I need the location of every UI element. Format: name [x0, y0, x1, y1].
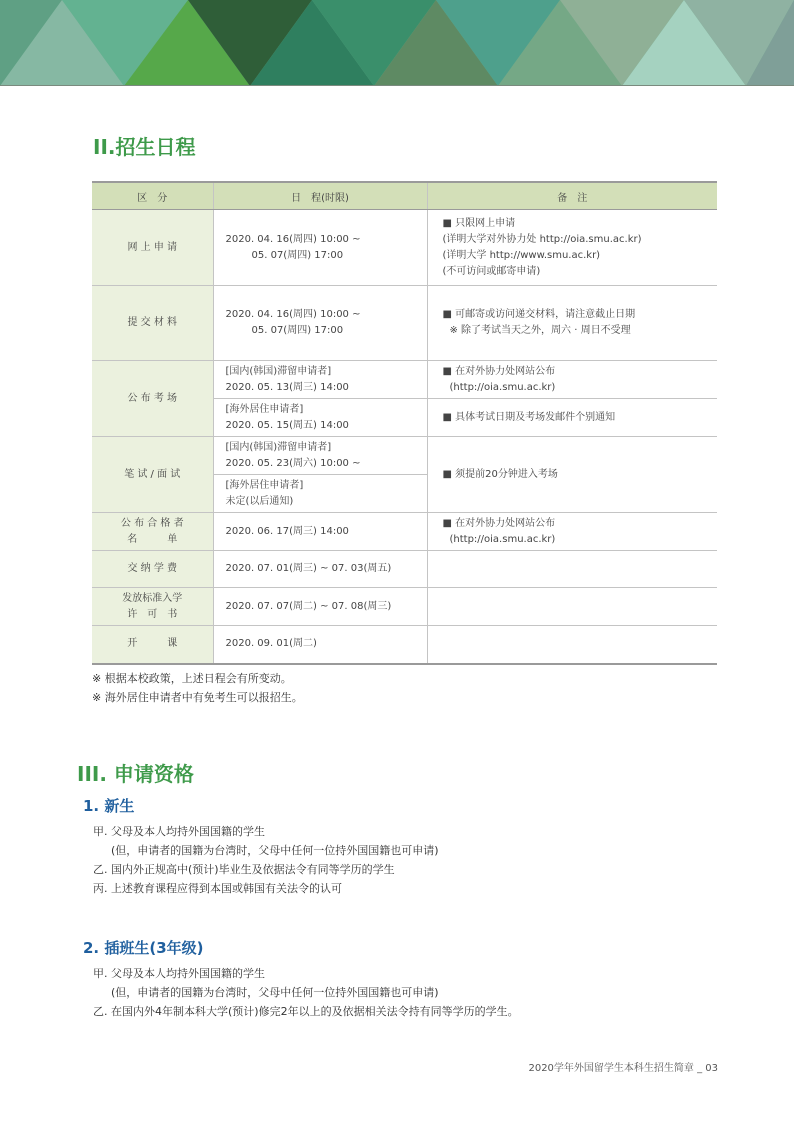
table-row — [92, 437, 717, 475]
transfer-requirements — [93, 964, 519, 1021]
freshman-requirements — [93, 822, 439, 898]
row-notes — [427, 626, 717, 664]
row-date: 2020. 07. 07(周二) ~ 07. 08(周三) — [213, 588, 427, 626]
row-notes: ■ 在对外协力处网站公布 (http://oia.smu.ac.kr) — [427, 513, 717, 551]
table-row — [92, 210, 717, 286]
banner-divider — [0, 85, 794, 86]
row-notes: ■ 只限网上申请 (详明大学对外协力处 http://oia.smu.ac.kr) (详明大学 http://www.smu.ac.kr) (不可访问或邮寄申请) — [427, 210, 717, 286]
row-category: 发放标准入学 许 可 书 — [92, 588, 213, 626]
row-category: 交 纳 学 费 — [92, 551, 213, 588]
page-footer: 2020学年外国留学生本科生招生简章 _ 03 — [528, 1063, 718, 1074]
list-item: 乙. 在国内外4年制本科大学(预计)修完2年以上的及依据相关法令持有同等学历的学生。 — [93, 1005, 519, 1018]
header-schedule: 日 程(时限) — [213, 182, 427, 210]
header-banner — [0, 0, 794, 86]
row-notes: ■ 在对外协力处网站公布 (http://oia.smu.ac.kr) — [427, 361, 717, 399]
schedule-table — [92, 181, 717, 665]
list-item: 丙. 上述教育课程应得到本国或韩国有关法令的认可 — [93, 882, 342, 895]
table-row — [92, 513, 717, 551]
row-category: 开 课 — [92, 626, 213, 664]
row-date: [国内(韩国)滞留申请者] 2020. 05. 13(周三) 14:00 — [213, 361, 427, 399]
section-eligibility-title: III. 申请资格 — [77, 762, 194, 786]
row-category: 提 交 材 料 — [92, 286, 213, 361]
table-row — [92, 588, 717, 626]
list-item: 甲. 父母及本人均持外国国籍的学生 — [93, 825, 265, 838]
row-notes: ■ 须提前20分钟进入考场 — [427, 437, 717, 513]
table-row — [92, 361, 717, 399]
transfer-title: 2. 插班生(3年级) — [83, 939, 204, 957]
table-row — [92, 551, 717, 588]
row-date: 2020. 04. 16(周四) 10:00 ~ 05. 07(周四) 17:00 — [213, 286, 427, 361]
freshman-title: 1. 新生 — [83, 797, 135, 815]
table-row — [92, 286, 717, 361]
section-schedule-title: II.招生日程 — [93, 135, 196, 159]
row-date: [国内(韩国)滞留申请者] 2020. 05. 23(周六) 10:00 ~ — [213, 437, 427, 475]
row-notes: ■ 可邮寄或访问递交材料，请注意截止日期 ※ 除了考试当天之外，周六 · 周日不受理 — [427, 286, 717, 361]
table-row — [92, 626, 717, 664]
row-date: [海外居住申请者] 2020. 05. 15(周五) 14:00 — [213, 399, 427, 437]
row-category: 笔 试 / 面 试 — [92, 437, 213, 513]
schedule-footnotes — [92, 669, 303, 707]
row-category: 公 布 考 场 — [92, 361, 213, 437]
row-category: 网 上 申 请 — [92, 210, 213, 286]
row-date: 2020. 04. 16(周四) 10:00 ~ 05. 07(周四) 17:00 — [213, 210, 427, 286]
header-category: 区 分 — [92, 182, 213, 210]
row-notes: ■ 具体考试日期及考场发邮件个别通知 — [427, 399, 717, 437]
row-category: 公 布 合 格 者 名 单 — [92, 513, 213, 551]
list-item: (但，申请者的国籍为台湾时，父母中任何一位持外国国籍也可申请) — [111, 986, 439, 999]
row-date: 2020. 07. 01(周三) ~ 07. 03(周五) — [213, 551, 427, 588]
footnote: ※ 根据本校政策，上述日程会有所变动。 — [92, 672, 292, 685]
list-item: (但，申请者的国籍为台湾时，父母中任何一位持外国国籍也可申请) — [111, 844, 439, 857]
row-notes — [427, 551, 717, 588]
footnote: ※ 海外居住申请者中有免考生可以报招生。 — [92, 691, 303, 704]
row-date: [海外居住申请者] 未定(以后通知) — [213, 475, 427, 513]
row-notes — [427, 588, 717, 626]
triangle-pattern-graphic — [0, 0, 794, 86]
row-date: 2020. 06. 17(周三) 14:00 — [213, 513, 427, 551]
row-date: 2020. 09. 01(周二) — [213, 626, 427, 664]
table-header-row — [92, 182, 717, 210]
list-item: 甲. 父母及本人均持外国国籍的学生 — [93, 967, 265, 980]
list-item: 乙. 国内外正规高中(预计)毕业生及依据法令有同等学历的学生 — [93, 863, 395, 876]
header-notes: 备 注 — [427, 182, 717, 210]
